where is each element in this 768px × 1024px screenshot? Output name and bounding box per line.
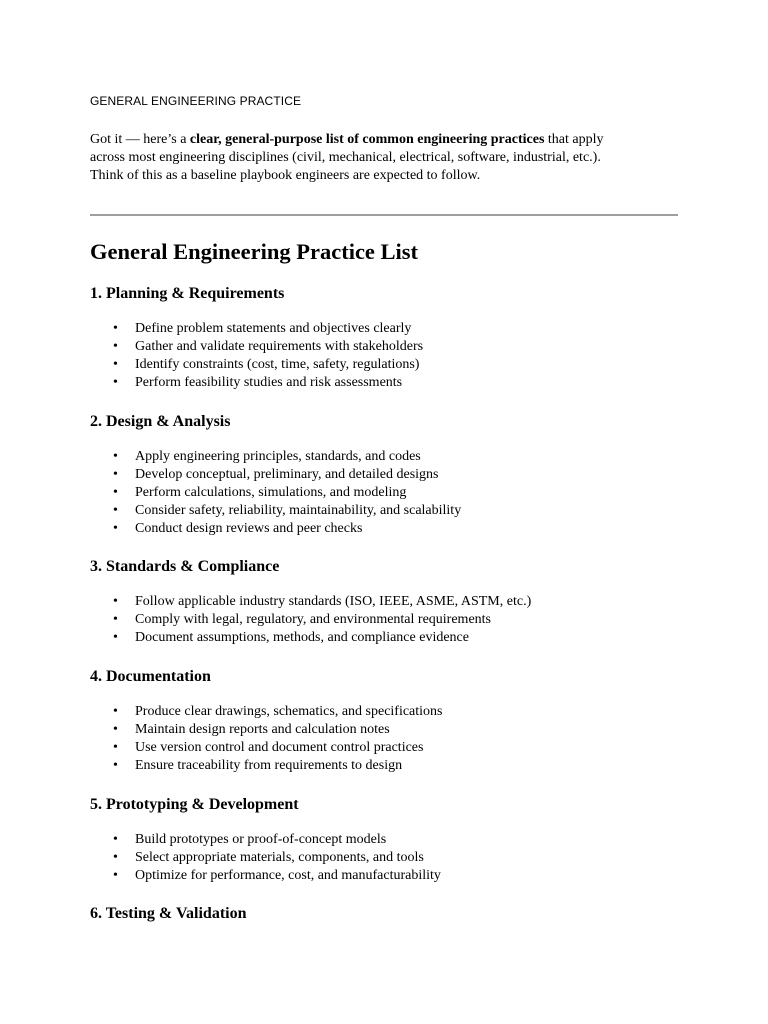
bullet-icon: •	[113, 868, 118, 883]
list-item	[90, 849, 680, 867]
bullet-icon: •	[113, 612, 118, 627]
bullet-icon: •	[113, 850, 118, 865]
list-item-text: Optimize for performance, cost, and manufacturability	[135, 868, 441, 883]
horizontal-divider	[90, 214, 678, 216]
bullet-icon: •	[113, 339, 118, 354]
bullet-icon: •	[113, 594, 118, 609]
list-item	[90, 466, 680, 484]
list-item	[90, 356, 680, 374]
list-item	[90, 739, 680, 757]
bullet-list	[90, 831, 680, 885]
list-item-text: Produce clear drawings, schematics, and specifications	[135, 704, 443, 719]
section-design-analysis	[90, 412, 680, 536]
section-heading: 2. Design & Analysis	[90, 413, 231, 430]
section-prototyping-development	[90, 795, 680, 883]
list-item-text: Build prototypes or proof-of-concept models	[135, 832, 387, 847]
bullet-icon: •	[113, 485, 118, 500]
section-planning-requirements	[90, 284, 680, 390]
bullet-list	[90, 703, 680, 775]
list-item	[90, 374, 680, 392]
bullet-icon: •	[113, 630, 118, 645]
bullet-icon: •	[113, 467, 118, 482]
section-testing-validation	[90, 904, 680, 924]
bullet-list	[90, 320, 680, 392]
list-item-text: Consider safety, reliability, maintainability, and scalability	[135, 503, 462, 518]
list-item	[90, 484, 680, 502]
list-item	[90, 867, 680, 885]
intro-line-3: Think of this as a baseline playbook engineers are expected to follow.	[90, 168, 481, 183]
section-heading: 6. Testing & Validation	[90, 905, 247, 922]
list-item	[90, 629, 680, 647]
list-item	[90, 757, 680, 775]
list-item-text: Document assumptions, methods, and compliance evidence	[135, 630, 469, 645]
section-heading: 1. Planning & Requirements	[90, 285, 285, 302]
section-documentation	[90, 667, 680, 773]
list-item-text: Conduct design reviews and peer checks	[135, 521, 363, 536]
list-item-text: Maintain design reports and calculation notes	[135, 722, 390, 737]
section-heading: 5. Prototyping & Development	[90, 796, 299, 813]
bullet-icon: •	[113, 758, 118, 773]
intro-line-1-end: that apply	[544, 132, 604, 147]
bullet-list	[90, 448, 680, 538]
bullet-icon: •	[113, 704, 118, 719]
intro-line-1-start: Got it — here’s a	[90, 132, 190, 147]
list-item-text: Comply with legal, regulatory, and environmental requirements	[135, 612, 491, 627]
list-item-text: Use version control and document control practices	[135, 740, 424, 755]
list-item	[90, 611, 680, 629]
list-item-text: Develop conceptual, preliminary, and detailed designs	[135, 467, 439, 482]
list-item-text: Perform feasibility studies and risk assessments	[135, 375, 403, 390]
list-item	[90, 520, 680, 538]
intro-emphasis: clear, general-purpose list of common engineering practices	[189, 132, 545, 147]
bullet-icon: •	[113, 832, 118, 847]
document-title: General Engineering Practice List	[90, 239, 419, 264]
section-heading: 4. Documentation	[90, 668, 211, 685]
list-item	[90, 320, 680, 338]
list-item-text: Follow applicable industry standards (ISO, IEEE, ASME, ASTM, etc.)	[135, 594, 532, 609]
bullet-icon: •	[113, 375, 118, 390]
list-item	[90, 338, 680, 356]
section-standards-compliance	[90, 557, 680, 645]
intro-line-2: across most engineering disciplines (civil, mechanical, electrical, software, industrial, etc.).	[90, 150, 601, 165]
list-item	[90, 831, 680, 849]
bullet-icon: •	[113, 722, 118, 737]
section-heading: 3. Standards & Compliance	[90, 558, 280, 575]
intro-paragraph	[90, 131, 680, 185]
bullet-icon: •	[113, 521, 118, 536]
bullet-icon: •	[113, 321, 118, 336]
list-item	[90, 502, 680, 520]
list-item	[90, 721, 680, 739]
list-item-text: Ensure traceability from requirements to design	[135, 758, 403, 773]
bullet-icon: •	[113, 503, 118, 518]
list-item	[90, 593, 680, 611]
list-item	[90, 448, 680, 466]
list-item-text: Apply engineering principles, standards, and codes	[135, 449, 421, 464]
bullet-icon: •	[113, 740, 118, 755]
list-item-text: Identify constraints (cost, time, safety, regulations)	[135, 357, 420, 372]
list-item	[90, 703, 680, 721]
list-item-text: Select appropriate materials, components, and tools	[135, 850, 424, 865]
page-header: GENERAL ENGINEERING PRACTICE	[90, 94, 302, 108]
bullet-icon: •	[113, 357, 118, 372]
list-item-text: Define problem statements and objectives clearly	[135, 321, 412, 336]
intro-line-1	[90, 131, 680, 149]
bullet-icon: •	[113, 449, 118, 464]
list-item-text: Gather and validate requirements with stakeholders	[135, 339, 424, 354]
bullet-list	[90, 593, 680, 647]
list-item-text: Perform calculations, simulations, and modeling	[135, 485, 407, 500]
